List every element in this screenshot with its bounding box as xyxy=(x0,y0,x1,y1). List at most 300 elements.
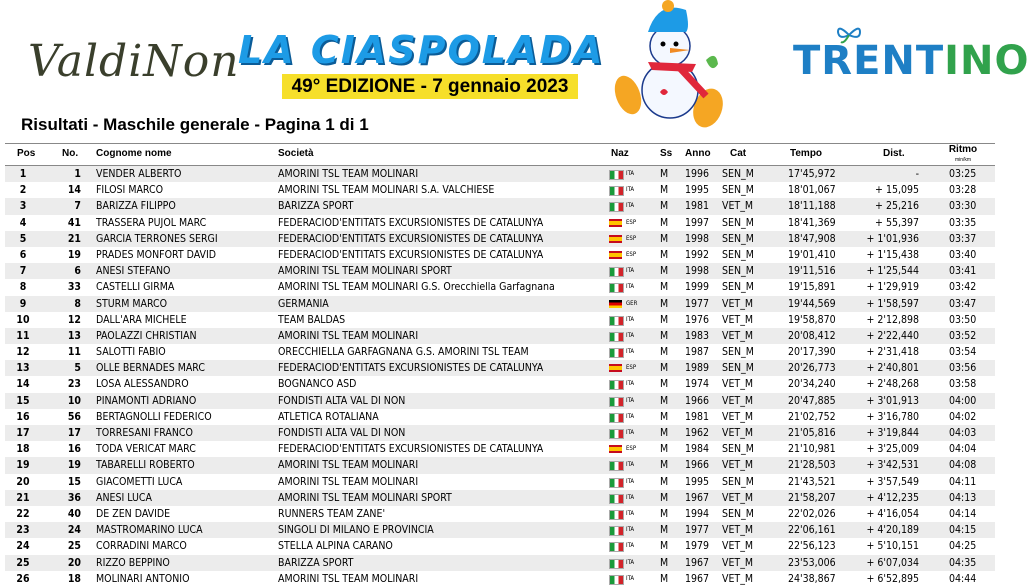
cell-pos: 15 xyxy=(16,394,30,407)
col-ritmo-unit: min/km xyxy=(954,157,972,163)
cell-dist: + 3'25,009 xyxy=(866,443,919,456)
cell-no: 7 xyxy=(74,200,81,213)
cell-ss: M xyxy=(660,313,669,326)
table-row xyxy=(5,441,995,457)
cell-societa: AMORINI TSL TEAM MOLINARI xyxy=(278,329,419,342)
cell-cat: VET_M xyxy=(722,378,754,391)
cell-name: DALL'ARA MICHELE xyxy=(96,313,187,326)
cell-anno: 1967 xyxy=(685,491,710,504)
cell-ritmo: 03:58 xyxy=(949,378,977,391)
cell-name: TRASSERA PUJOL MARC xyxy=(96,216,207,229)
cell-dist: + 2'40,801 xyxy=(866,362,919,375)
cell-cat: VET_M xyxy=(722,200,754,213)
cell-dist: + 4'12,235 xyxy=(866,491,919,504)
cell-no: 8 xyxy=(74,297,81,310)
cell-tempo: 21'58,207 xyxy=(788,491,836,504)
flag-ita-icon xyxy=(609,316,624,326)
valdinon-logo: ValdiNon xyxy=(28,36,240,87)
cell-ss: M xyxy=(660,248,669,261)
cell-cat: VET_M xyxy=(722,297,754,310)
cell-name: PINAMONTI ADRIANO xyxy=(96,394,197,407)
cell-ss: M xyxy=(660,378,669,391)
cell-pos: 2 xyxy=(19,184,27,197)
cell-societa: AMORINI TSL TEAM MOLINARI xyxy=(278,168,419,180)
cell-ritmo: 03:50 xyxy=(949,313,977,326)
cell-ritmo: 03:25 xyxy=(949,168,977,180)
cell-no: 5 xyxy=(74,362,81,375)
table-row xyxy=(5,279,995,295)
cell-anno: 1966 xyxy=(685,394,710,407)
cell-name: ANESI LUCA xyxy=(96,491,152,504)
cell-societa: FEDERACIOD'ENTITATS EXCURSIONISTES DE CATALUNYA xyxy=(278,216,544,229)
cell-ss: M xyxy=(660,200,669,213)
cell-ritmo: 04:02 xyxy=(949,410,977,423)
col-ss: Ss xyxy=(660,148,673,159)
cell-cat: VET_M xyxy=(722,313,754,326)
cell-anno: 1967 xyxy=(685,572,710,585)
cell-tempo: 21'28,503 xyxy=(788,459,836,472)
cell-tempo: 17'45,972 xyxy=(788,168,836,180)
col-pos: Pos xyxy=(17,148,36,159)
cell-anno: 1974 xyxy=(685,378,710,391)
cell-tempo: 20'34,240 xyxy=(788,378,836,391)
cell-societa: AMORINI TSL TEAM MOLINARI xyxy=(278,475,419,488)
table-row xyxy=(5,490,995,506)
cell-pos: 9 xyxy=(19,297,27,310)
cell-name: TODA VERICAT MARC xyxy=(96,443,196,456)
cell-name: GARCIA TERRONES SERGI xyxy=(96,232,218,245)
table-row xyxy=(5,328,995,344)
cell-pos: 23 xyxy=(16,524,30,537)
cell-naz: ITA xyxy=(626,542,635,550)
cell-tempo: 21'43,521 xyxy=(788,475,836,488)
cell-naz: ESP xyxy=(626,218,637,226)
cell-cat: VET_M xyxy=(722,410,754,423)
cell-societa: AMORINI TSL TEAM MOLINARI xyxy=(278,459,419,472)
cell-no: 10 xyxy=(67,394,81,407)
cell-ritmo: 03:42 xyxy=(949,281,977,294)
table-row xyxy=(5,231,995,247)
flag-ita-icon xyxy=(609,542,624,552)
cell-ritmo: 03:54 xyxy=(949,346,977,359)
cell-ritmo: 04:15 xyxy=(949,524,977,537)
cell-name: STURM MARCO xyxy=(96,297,168,310)
cell-pos: 25 xyxy=(16,556,30,569)
cell-societa: STELLA ALPINA CARANO xyxy=(278,540,393,553)
cell-pos: 24 xyxy=(16,540,30,553)
cell-name: RIZZO BEPPINO xyxy=(96,556,170,569)
cell-ss: M xyxy=(660,524,669,537)
cell-pos: 4 xyxy=(19,216,27,229)
cell-societa: FEDERACIOD'ENTITATS EXCURSIONISTES DE CATALUNYA xyxy=(278,232,544,245)
cell-societa: SINGOLI DI MILANO E PROVINCIA xyxy=(278,524,434,537)
cell-societa: FONDISTI ALTA VAL DI NON xyxy=(278,427,406,439)
cell-ss: M xyxy=(660,232,669,245)
flag-esp-icon xyxy=(609,235,622,243)
cell-ss: M xyxy=(660,297,669,310)
cell-pos: 20 xyxy=(16,475,30,488)
ciaspolada-logo: LA CIASPOLADA xyxy=(238,28,605,72)
cell-ss: M xyxy=(660,168,669,180)
flag-ita-icon xyxy=(609,461,624,471)
table-header xyxy=(5,143,995,166)
cell-ritmo: 04:03 xyxy=(949,427,977,439)
cell-cat: VET_M xyxy=(722,491,754,504)
cell-no: 14 xyxy=(67,184,81,197)
cell-cat: VET_M xyxy=(722,524,754,537)
cell-naz: ITA xyxy=(626,509,635,517)
cell-societa: FEDERACIOD'ENTITATS EXCURSIONISTES DE CATALUNYA xyxy=(278,248,544,261)
cell-dist: + 55,397 xyxy=(875,216,919,229)
cell-pos: 3 xyxy=(19,200,27,213)
cell-tempo: 20'26,773 xyxy=(788,362,836,375)
col-no: No. xyxy=(62,148,79,159)
col-cat: Cat xyxy=(730,148,747,159)
table-row xyxy=(5,571,995,587)
cell-cat: SEN_M xyxy=(722,184,754,197)
cell-naz: ITA xyxy=(626,315,635,323)
cell-anno: 1987 xyxy=(685,346,710,359)
flag-ita-icon xyxy=(609,397,624,407)
cell-naz: ITA xyxy=(626,558,635,566)
cell-no: 36 xyxy=(67,491,81,504)
cell-pos: 18 xyxy=(16,443,30,456)
cell-pos: 7 xyxy=(19,265,27,278)
table-row xyxy=(5,360,995,376)
cell-anno: 1997 xyxy=(685,216,710,229)
cell-dist: + 1'01,936 xyxy=(866,232,919,245)
cell-no: 15 xyxy=(67,475,81,488)
table-row xyxy=(5,296,995,312)
cell-tempo: 23'53,006 xyxy=(788,556,836,569)
cell-name: PAOLAZZI CHRISTIAN xyxy=(96,329,197,342)
flag-ita-icon xyxy=(609,413,624,423)
cell-societa: AMORINI TSL TEAM MOLINARI SPORT xyxy=(278,491,452,504)
cell-naz: ITA xyxy=(626,331,635,339)
cell-anno: 1977 xyxy=(685,524,710,537)
cell-anno: 1983 xyxy=(685,329,710,342)
cell-cat: SEN_M xyxy=(722,362,754,375)
cell-dist: + 2'12,898 xyxy=(866,313,919,326)
cell-societa: RUNNERS TEAM ZANE' xyxy=(278,507,386,520)
trentino-logo-part-1: TRENT xyxy=(793,38,945,84)
cell-pos: 16 xyxy=(16,410,30,423)
cell-no: 21 xyxy=(67,232,81,245)
cell-name: MASTROMARINO LUCA xyxy=(96,524,203,537)
cell-dist: - xyxy=(915,168,919,180)
cell-anno: 1966 xyxy=(685,459,710,472)
cell-no: 24 xyxy=(67,524,81,537)
cell-dist: + 4'20,189 xyxy=(866,524,919,537)
cell-name: GIACOMETTI LUCA xyxy=(96,475,183,488)
table-row xyxy=(5,393,995,409)
cell-no: 33 xyxy=(67,281,81,294)
cell-ss: M xyxy=(660,329,669,342)
cell-dist: + 15,095 xyxy=(875,184,919,197)
cell-name: TABARELLI ROBERTO xyxy=(96,459,195,472)
cell-ss: M xyxy=(660,216,669,229)
cell-anno: 1998 xyxy=(685,265,710,278)
cell-societa: AMORINI TSL TEAM MOLINARI SPORT xyxy=(278,265,452,278)
cell-ritmo: 03:47 xyxy=(949,297,977,310)
cell-ritmo: 04:08 xyxy=(949,459,977,472)
cell-naz: ITA xyxy=(626,477,635,485)
cell-tempo: 18'01,067 xyxy=(788,184,836,197)
table-row xyxy=(5,166,995,182)
cell-cat: SEN_M xyxy=(722,507,754,520)
table-row xyxy=(5,425,995,441)
cell-tempo: 21'05,816 xyxy=(788,427,836,439)
cell-no: 40 xyxy=(67,507,81,520)
cell-naz: ITA xyxy=(626,380,635,388)
cell-no: 19 xyxy=(67,459,81,472)
cell-cat: SEN_M xyxy=(722,281,754,294)
cell-ss: M xyxy=(660,346,669,359)
cell-no: 6 xyxy=(74,265,81,278)
cell-tempo: 19'01,410 xyxy=(788,248,836,261)
cell-ss: M xyxy=(660,394,669,407)
cell-tempo: 24'38,867 xyxy=(788,572,836,585)
cell-societa: FONDISTI ALTA VAL DI NON xyxy=(278,394,406,407)
cell-pos: 6 xyxy=(19,248,27,261)
cell-ss: M xyxy=(660,362,669,375)
cell-anno: 1967 xyxy=(685,556,710,569)
table-row xyxy=(5,555,995,571)
cell-no: 1 xyxy=(74,168,81,180)
cell-dist: + 3'16,780 xyxy=(866,410,919,423)
cell-anno: 1998 xyxy=(685,232,710,245)
cell-ss: M xyxy=(660,459,669,472)
table-row xyxy=(5,409,995,425)
cell-cat: VET_M xyxy=(722,540,754,553)
cell-ritmo: 03:41 xyxy=(949,265,977,278)
cell-no: 41 xyxy=(67,216,81,229)
cell-dist: + 3'01,913 xyxy=(866,394,919,407)
cell-societa: FEDERACIOD'ENTITATS EXCURSIONISTES DE CATALUNYA xyxy=(278,443,544,456)
cell-naz: GER xyxy=(626,299,638,307)
cell-ritmo: 04:13 xyxy=(949,491,977,504)
cell-no: 17 xyxy=(67,427,81,439)
cell-dist: + 6'07,034 xyxy=(866,556,919,569)
cell-societa: GERMANIA xyxy=(278,297,329,310)
cell-ss: M xyxy=(660,410,669,423)
cell-naz: ITA xyxy=(626,170,635,177)
cell-societa: AMORINI TSL TEAM MOLINARI S.A. VALCHIESE xyxy=(278,184,495,197)
cell-cat: SEN_M xyxy=(722,265,754,278)
col-anno: Anno xyxy=(685,148,711,159)
flag-ita-icon xyxy=(609,510,624,520)
flag-ita-icon xyxy=(609,283,624,293)
cell-societa: AMORINI TSL TEAM MOLINARI G.S. Orecchiella Garfagnana xyxy=(278,281,555,294)
table-row xyxy=(5,538,995,554)
cell-anno: 1996 xyxy=(685,168,710,180)
cell-naz: ITA xyxy=(626,526,635,534)
flag-esp-icon xyxy=(609,364,622,372)
cell-pos: 8 xyxy=(19,281,27,294)
cell-naz: ITA xyxy=(626,202,635,210)
flag-ger-icon xyxy=(609,300,622,308)
cell-naz: ESP xyxy=(626,445,637,453)
cell-tempo: 22'02,026 xyxy=(788,507,836,520)
flag-ita-icon xyxy=(609,559,624,569)
cell-cat: VET_M xyxy=(722,394,754,407)
cell-anno: 1994 xyxy=(685,507,710,520)
cell-naz: ITA xyxy=(626,412,635,420)
cell-tempo: 20'08,412 xyxy=(788,329,836,342)
cell-ss: M xyxy=(660,491,669,504)
cell-no: 16 xyxy=(67,443,81,456)
cell-naz: ITA xyxy=(626,429,635,436)
cell-pos: 11 xyxy=(16,329,30,342)
cell-pos: 17 xyxy=(16,427,30,439)
cell-tempo: 18'41,369 xyxy=(788,216,836,229)
table-row xyxy=(5,312,995,328)
cell-name: ANESI STEFANO xyxy=(96,265,171,278)
table-row xyxy=(5,182,995,198)
cell-name: PRADES MONFORT DAVID xyxy=(96,248,217,261)
cell-ss: M xyxy=(660,572,669,585)
cell-dist: + 25,216 xyxy=(875,200,919,213)
cell-tempo: 20'17,390 xyxy=(788,346,836,359)
cell-pos: 13 xyxy=(16,362,30,375)
cell-cat: SEN_M xyxy=(722,168,754,180)
cell-anno: 1984 xyxy=(685,443,710,456)
results-table xyxy=(5,143,995,587)
cell-pos: 19 xyxy=(16,459,30,472)
table-row xyxy=(5,457,995,473)
cell-name: OLLE BERNADES MARC xyxy=(96,362,205,375)
cell-tempo: 18'47,908 xyxy=(788,232,836,245)
cell-ritmo: 03:30 xyxy=(949,200,977,213)
cell-naz: ITA xyxy=(626,574,635,582)
cell-anno: 1989 xyxy=(685,362,710,375)
cell-dist: + 2'48,268 xyxy=(866,378,919,391)
cell-name: DE ZEN DAVIDE xyxy=(96,507,171,520)
cell-name: SALOTTI FABIO xyxy=(96,346,166,359)
cell-societa: AMORINI TSL TEAM MOLINARI xyxy=(278,572,419,585)
table-row xyxy=(5,344,995,360)
table-row xyxy=(5,474,995,490)
flag-ita-icon xyxy=(609,380,624,390)
cell-no: 19 xyxy=(67,248,81,261)
cell-ss: M xyxy=(660,540,669,553)
cell-name: FILOSI MARCO xyxy=(96,184,164,197)
cell-dist: + 3'42,531 xyxy=(866,459,919,472)
flag-esp-icon xyxy=(609,251,622,259)
cell-cat: VET_M xyxy=(722,427,754,439)
cell-ss: M xyxy=(660,265,669,278)
table-row xyxy=(5,506,995,522)
cell-pos: 21 xyxy=(16,491,30,504)
cell-societa: TEAM BALDAS xyxy=(278,313,346,326)
cell-no: 25 xyxy=(67,540,81,553)
cell-societa: BARIZZA SPORT xyxy=(278,556,354,569)
cell-ss: M xyxy=(660,556,669,569)
cell-ritmo: 03:52 xyxy=(949,329,977,342)
cell-naz: ESP xyxy=(626,364,637,372)
cell-ritmo: 04:04 xyxy=(949,443,977,456)
cell-ritmo: 03:40 xyxy=(949,248,977,261)
cell-tempo: 19'15,891 xyxy=(788,281,836,294)
cell-dist: + 6'52,895 xyxy=(866,572,919,585)
cell-dist: + 3'57,549 xyxy=(866,475,919,488)
cell-name: BARIZZA FILIPPO xyxy=(96,200,176,213)
cell-cat: SEN_M xyxy=(722,346,754,359)
cell-societa: ORECCHIELLA GARFAGNANA G.S. AMORINI TSL TEAM xyxy=(278,346,529,359)
cell-ss: M xyxy=(660,184,669,197)
cell-naz: ITA xyxy=(626,493,635,501)
cell-anno: 1962 xyxy=(685,427,710,439)
cell-cat: VET_M xyxy=(722,459,754,472)
cell-cat: SEN_M xyxy=(722,248,754,261)
table-row xyxy=(5,263,995,279)
table-row xyxy=(5,376,995,392)
cell-tempo: 18'11,188 xyxy=(788,200,836,213)
cell-anno: 1977 xyxy=(685,297,710,310)
flag-ita-icon xyxy=(609,170,624,180)
cell-naz: ITA xyxy=(626,461,635,469)
cell-no: 56 xyxy=(67,410,81,423)
cell-tempo: 21'10,981 xyxy=(788,443,836,456)
flag-ita-icon xyxy=(609,575,624,585)
flag-ita-icon xyxy=(609,332,624,342)
cell-cat: SEN_M xyxy=(722,232,754,245)
cell-ritmo: 03:35 xyxy=(949,216,977,229)
cell-anno: 1995 xyxy=(685,184,710,197)
cell-no: 20 xyxy=(67,556,81,569)
cell-dist: + 4'16,054 xyxy=(866,507,919,520)
cell-ss: M xyxy=(660,507,669,520)
cell-ritmo: 04:00 xyxy=(949,394,977,407)
flag-esp-icon xyxy=(609,219,622,227)
cell-dist: + 5'10,151 xyxy=(866,540,919,553)
flag-ita-icon xyxy=(609,494,624,504)
cell-name: CASTELLI GIRMA xyxy=(96,281,175,294)
cell-naz: ESP xyxy=(626,250,637,258)
cell-ritmo: 04:25 xyxy=(949,540,977,553)
edition-banner: 49° EDIZIONE - 7 gennaio 2023 xyxy=(282,74,578,99)
cell-naz: ITA xyxy=(626,283,635,291)
cell-societa: ATLETICA ROTALIANA xyxy=(278,410,379,423)
cell-naz: ESP xyxy=(626,234,637,242)
cell-pos: 14 xyxy=(16,378,30,391)
cell-ritmo: 04:44 xyxy=(949,572,977,585)
col-tempo: Tempo xyxy=(790,148,823,159)
cell-dist: + 1'58,597 xyxy=(866,297,919,310)
col-dist: Dist. xyxy=(883,148,905,159)
cell-name: VENDER ALBERTO xyxy=(96,168,182,180)
cell-dist: + 2'31,418 xyxy=(866,346,919,359)
col-name: Cognome nome xyxy=(96,148,172,159)
cell-name: CORRADINI MARCO xyxy=(96,540,187,553)
flag-ita-icon xyxy=(609,429,624,439)
cell-ritmo: 04:14 xyxy=(949,507,977,520)
table-row xyxy=(5,198,995,214)
flag-esp-icon xyxy=(609,445,622,453)
cell-tempo: 20'47,885 xyxy=(788,394,836,407)
cell-name: TORRESANI FRANCO xyxy=(96,427,193,439)
cell-pos: 10 xyxy=(16,313,30,326)
cell-cat: VET_M xyxy=(722,572,754,585)
flag-ita-icon xyxy=(609,267,624,277)
cell-ritmo: 03:28 xyxy=(949,184,977,197)
cell-societa: BARIZZA SPORT xyxy=(278,200,354,213)
cell-tempo: 19'11,516 xyxy=(788,265,836,278)
cell-dist: + 1'15,438 xyxy=(866,248,919,261)
flag-ita-icon xyxy=(609,186,624,196)
trentino-logo-part-2: INO xyxy=(944,38,1030,84)
cell-cat: SEN_M xyxy=(722,475,754,488)
